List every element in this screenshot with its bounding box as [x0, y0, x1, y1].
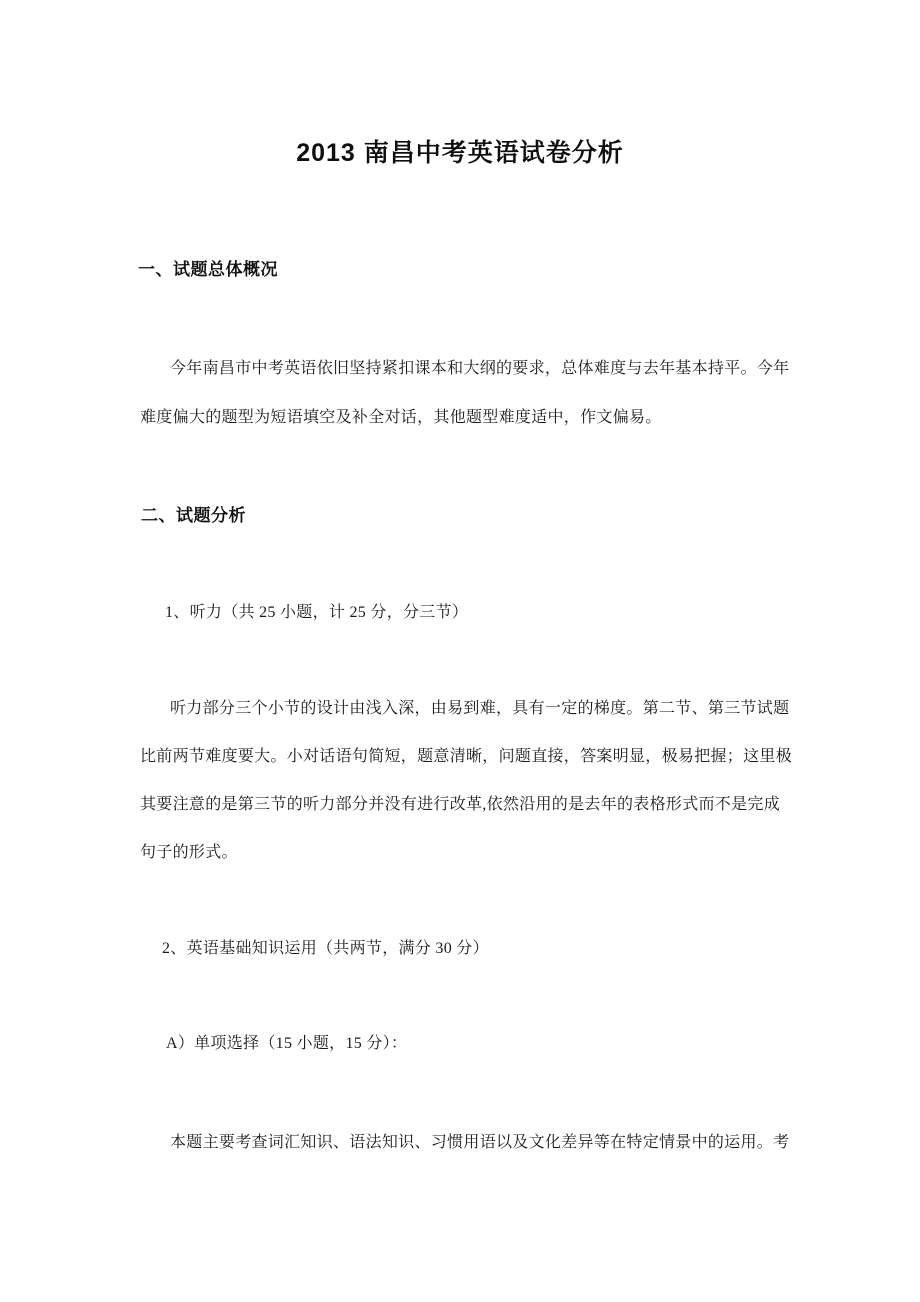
multiple-choice-sub-heading: A）单项选择（15 小题，15 分）： — [166, 1035, 408, 1052]
paragraph-line: 听力部分三个小节的设计由浅入深，由易到难，具有一定的梯度。第二节、第三节试题 — [170, 700, 790, 717]
basic-knowledge-item-heading: 2、英语基础知识运用（共两节，满分 30 分） — [162, 940, 489, 957]
document-title: 2013 南昌中考英语试卷分析 — [296, 139, 624, 167]
paragraph-line: 本题主要考查词汇知识、语法知识、习惯用语以及文化差异等在特定情景中的运用。考 — [170, 1134, 790, 1151]
paragraph-line: 句子的形式。 — [140, 844, 238, 861]
paragraph-line: 难度偏大的题型为短语填空及补全对话，其他题型难度适中，作文偏易。 — [140, 409, 662, 426]
section-overview-heading: 一、试题总体概况 — [138, 260, 278, 279]
listening-item-heading: 1、听力（共 25 小题，计 25 分，分三节） — [165, 604, 469, 621]
paragraph-line: 今年南昌市中考英语依旧坚持紧扣课本和大纲的要求，总体难度与去年基本持平。今年 — [170, 360, 790, 377]
paragraph-line: 其要注意的是第三节的听力部分并没有进行改革,依然沿用的是去年的表格形式而不是完成 — [140, 796, 781, 813]
paragraph-line: 比前两节难度要大。小对话语句简短，题意清晰，问题直接，答案明显，极易把握；这里极 — [140, 748, 793, 765]
section-analysis-heading: 二、试题分析 — [141, 506, 246, 525]
